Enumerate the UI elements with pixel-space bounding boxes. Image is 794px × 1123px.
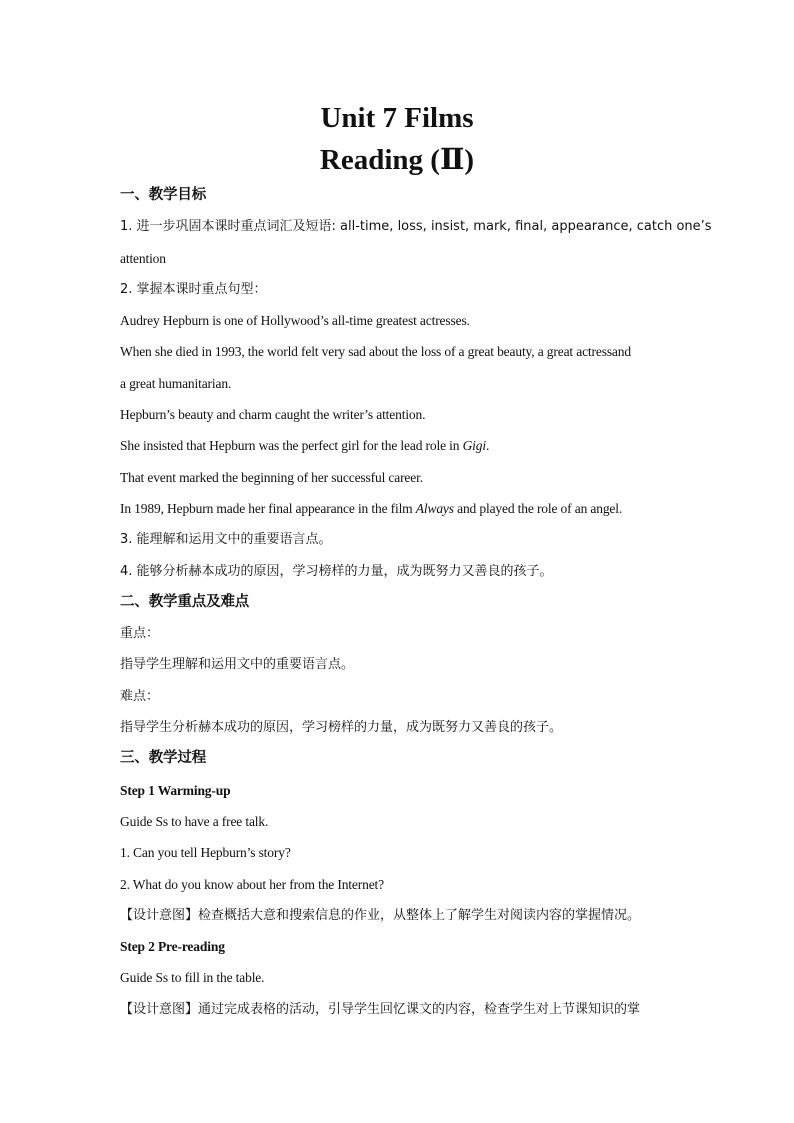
step-2-design-intent: 【设计意图】通过完成表格的活动，引导学生回忆课文的内容，检查学生对上节课知识的掌 [120,1001,641,1017]
key-sentence-6-text: In 1989, Hepburn made her final appearance in the film [120,500,416,516]
key-sentence-4-end: . [485,438,490,454]
key-sentence-1: Audrey Hepburn is one of Hollywood’s all-time greatest actresses. [120,313,470,329]
step-2-guide: Guide Ss to fill in the table. [120,970,265,986]
key-point-text: 指导学生理解和运用文中的重要语言点。 [120,657,355,673]
key-sentence-5: That event marked the beginning of her successful career. [120,469,423,485]
film-title-always: Always [415,500,454,516]
section-heading-objectives: 一、教学目标 [120,187,207,203]
key-point-label: 重点： [120,626,160,642]
step-1-question-2: 2. What do you know about her from the Internet? [120,876,384,892]
key-sentence-2: When she died in 1993, the world felt very sad about the loss of a great beauty, a great actressand [120,344,631,360]
objective-item-1-continued: attention [120,250,166,266]
difficult-point-text: 指导学生分析赫本成功的原因，学习榜样的力量，成为既努力又善良的孩子。 [120,720,563,736]
step-1-design-intent: 【设计意图】检查概括大意和搜索信息的作业，从整体上了解学生对阅读内容的掌握情况。 [120,907,641,923]
key-sentence-2-continued: a great humanitarian. [120,375,232,391]
step-1-guide: Guide Ss to have a free talk. [120,813,269,829]
document-body [120,180,712,1025]
key-sentence-6-end: and played the role of an angel. [453,500,623,516]
section-heading-process: 三、教学过程 [120,750,207,767]
key-sentence-3: Hepburn’s beauty and charm caught the writer’s attention. [120,407,426,423]
section-heading-key-points: 二、教学重点及难点 [120,593,250,610]
step-1-title: Step 1 Warming-up [120,782,231,798]
film-title-gigi: Gigi [462,438,486,454]
objective-item-1: 1. 进一步巩固本课时重点词汇及短语: all-time, loss, insist, mark, final, appearance, catch one’s [120,219,712,235]
key-sentence-4-text: She insisted that Hepburn was the perfect girl for the lead role in [120,438,463,454]
objective-item-2: 2. 掌握本课时重点句型： [120,281,267,297]
key-sentence-4 [120,430,680,461]
step-2-title: Step 2 Pre-reading [120,939,225,955]
document-subtitle: Reading (Ⅱ) [319,144,475,176]
step-1-question-1: 1. Can you tell Hepburn’s story? [120,845,291,861]
objective-item-3: 3. 能理解和运用文中的重要语言点。 [120,532,332,548]
document-title: Unit 7 Films [320,102,474,134]
objective-item-4: 4. 能够分析赫本成功的原因，学习榜样的力量，成为既努力又善良的孩子。 [120,563,553,579]
difficult-point-label: 难点： [120,688,160,704]
key-sentence-6 [120,493,680,524]
